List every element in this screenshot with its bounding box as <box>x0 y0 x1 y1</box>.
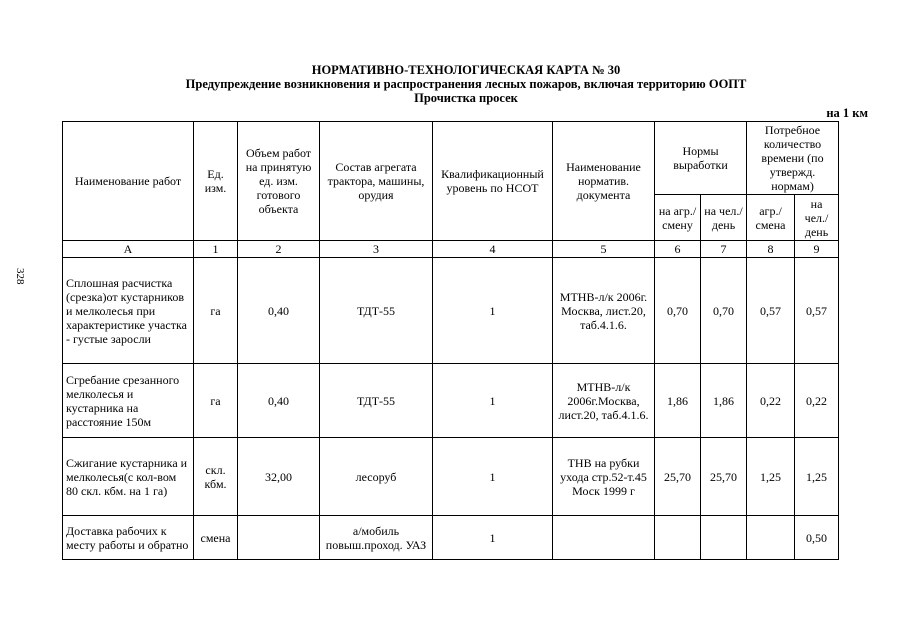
document-title: НОРМАТИВНО-ТЕХНОЛОГИЧЕСКАЯ КАРТА № 30 <box>311 63 621 77</box>
volume-cell: 32,00 <box>238 438 320 516</box>
column-number: 9 <box>795 241 839 258</box>
unit-cell: смена <box>194 516 238 560</box>
column-number: 6 <box>655 241 701 258</box>
level-cell: 1 <box>433 258 553 364</box>
norm-person-cell: 0,70 <box>701 258 747 364</box>
column-number: 8 <box>747 241 795 258</box>
title-block <box>60 63 872 105</box>
norm-person-cell: 1,86 <box>701 364 747 438</box>
document-section: Прочистка просек <box>414 91 518 105</box>
document-subtitle: Предупреждение возникновения и распространения лесных пожаров, включая территорию ООПТ <box>185 77 747 91</box>
time-agr-cell: 0,57 <box>747 258 795 364</box>
time-agr-cell: 1,25 <box>747 438 795 516</box>
norm-person-cell: 25,70 <box>701 438 747 516</box>
header-work-name: Наименование работ <box>63 122 194 241</box>
norm-agr-cell: 1,86 <box>655 364 701 438</box>
table-row <box>63 364 839 438</box>
work-name-cell: Сгребание срезанного мелколесья и кустарника на расстояние 150м <box>63 364 194 438</box>
work-name-cell: Сжигание кустарника и мелколесья(с кол-вом 80 скл. кбм. на 1 га) <box>63 438 194 516</box>
unit-cell: га <box>194 364 238 438</box>
norm-agr-cell <box>655 516 701 560</box>
aggregate-cell: ТДТ-55 <box>320 258 433 364</box>
header-qualification: Квалификационный уровень по НСОТ <box>433 122 553 241</box>
level-cell: 1 <box>433 438 553 516</box>
unit-note: на 1 км <box>826 106 868 120</box>
document-cell <box>553 516 655 560</box>
aggregate-cell: а/мобиль повыш.проход. УАЗ <box>320 516 433 560</box>
aggregate-cell: лесоруб <box>320 438 433 516</box>
aggregate-cell: ТДТ-55 <box>320 364 433 438</box>
work-name-cell: Доставка рабочих к месту работы и обратно <box>63 516 194 560</box>
work-name-cell: Сплошная расчистка (срезка)от кустарников и мелколесья при характеристике участка - густые заросли <box>63 258 194 364</box>
page-number: 328 <box>14 268 26 285</box>
unit-cell: скл. кбм. <box>194 438 238 516</box>
level-cell: 1 <box>433 364 553 438</box>
column-number: 7 <box>701 241 747 258</box>
column-number: 4 <box>433 241 553 258</box>
column-number: 1 <box>194 241 238 258</box>
volume-cell: 0,40 <box>238 258 320 364</box>
volume-cell <box>238 516 320 560</box>
norm-table <box>62 121 839 560</box>
document-cell: МТНВ-л/к 2006г. Москва, лист.20, таб.4.1.6. <box>553 258 655 364</box>
time-agr-cell: 0,22 <box>747 364 795 438</box>
norm-agr-cell: 25,70 <box>655 438 701 516</box>
time-person-cell: 0,57 <box>795 258 839 364</box>
column-number: 2 <box>238 241 320 258</box>
norm-person-cell <box>701 516 747 560</box>
table-row <box>63 258 839 364</box>
header-norm-per-person-day: на чел./ день <box>701 195 747 241</box>
column-number: 3 <box>320 241 433 258</box>
level-cell: 1 <box>433 516 553 560</box>
header-norm-per-unit-shift: на агр./ смену <box>655 195 701 241</box>
header-document-name: Наименование норматив. документа <box>553 122 655 241</box>
time-person-cell: 0,22 <box>795 364 839 438</box>
header-volume: Объем работ на принятую ед. изм. готового объекта <box>238 122 320 241</box>
header-time-person-day: на чел./ день <box>795 195 839 241</box>
header-unit-composition: Состав агрегата трактора, машины, орудия <box>320 122 433 241</box>
time-person-cell: 1,25 <box>795 438 839 516</box>
header-output-norms: Нормы выработки <box>655 122 747 195</box>
document-cell: МТНВ-л/к 2006г.Москва, лист.20, таб.4.1.6. <box>553 364 655 438</box>
unit-cell: га <box>194 258 238 364</box>
column-number-row <box>63 241 839 258</box>
header-time-required: Потребное количество времени (по утвержд. нормам) <box>747 122 839 195</box>
time-agr-cell <box>747 516 795 560</box>
volume-cell: 0,40 <box>238 364 320 438</box>
time-person-cell: 0,50 <box>795 516 839 560</box>
norm-agr-cell: 0,70 <box>655 258 701 364</box>
table-row <box>63 438 839 516</box>
table-row <box>63 516 839 560</box>
header-time-unit-shift: агр./ смена <box>747 195 795 241</box>
document-cell: ТНВ на рубки ухода стр.52-т.45 Моск 1999 г <box>553 438 655 516</box>
header-unit: Ед. изм. <box>194 122 238 241</box>
column-number: А <box>63 241 194 258</box>
column-number: 5 <box>553 241 655 258</box>
